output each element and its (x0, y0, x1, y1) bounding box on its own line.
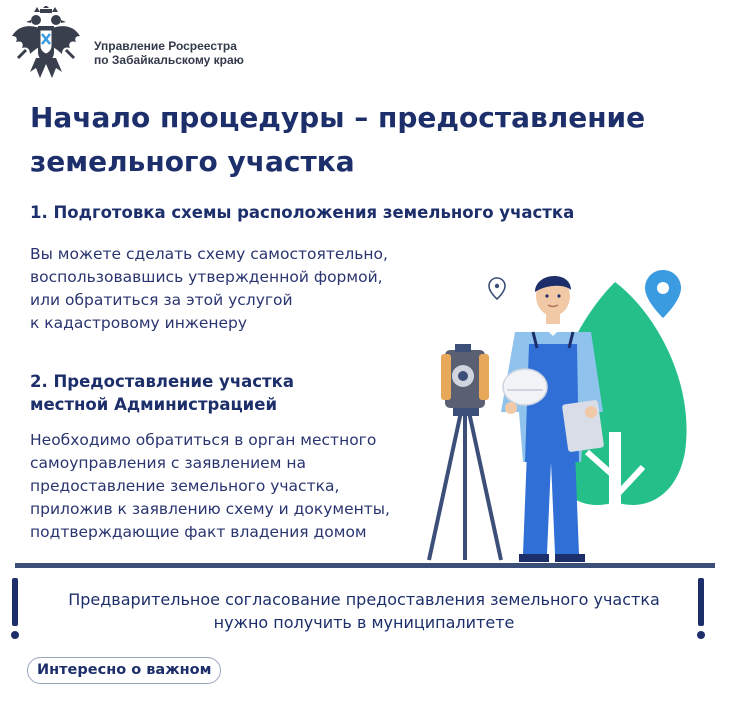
section2-line: подтверждающие факт владения домом (30, 523, 367, 541)
rubric-tag: Интересно о важном (27, 657, 221, 684)
title-line1: Начало процедуры – предоставление (30, 101, 646, 134)
section2-line: самоуправления с заявлением на (30, 454, 306, 472)
exclamation-icon (11, 578, 19, 642)
organization-name (94, 39, 244, 67)
section2-heading (30, 370, 350, 416)
title-line2: земельного участка (30, 145, 355, 178)
surveyor-illustration (415, 262, 725, 572)
section2-line: приложив к заявлению схему и документы, (30, 500, 390, 518)
location-pin-outline-icon (489, 278, 505, 299)
notice-line1: Предварительное согласование предоставления земельного участка (68, 590, 660, 609)
notice-line2: нужно получить в муниципалитете (213, 613, 515, 632)
location-pin-icon (645, 270, 681, 318)
section1-heading: 1. Подготовка схемы расположения земельного участка (30, 203, 575, 222)
page-title (30, 96, 670, 184)
notice-text (28, 588, 700, 634)
section1-line: или обратиться за этой услугой (30, 291, 293, 309)
ground-line (15, 563, 715, 568)
section2-heading-line2: местной Администрацией (30, 395, 278, 414)
section2-heading-line1: 2. Предоставление участка (30, 372, 294, 391)
section1-line: к кадастровому инженеру (30, 314, 248, 332)
section1-line: Вы можете сделать схему самостоятельно, (30, 245, 388, 263)
section1-line: воспользовавшись утвержденной формой, (30, 268, 383, 286)
section2-line: Необходимо обратиться в орган местного (30, 431, 377, 449)
org-name-line1: Управление Росреестра (94, 39, 237, 53)
eagle-emblem-icon (10, 6, 82, 84)
section2-line: предоставление земельного участка, (30, 477, 340, 495)
section2-body (30, 429, 420, 544)
theodolite-on-tripod (429, 344, 501, 560)
org-name-line2: по Забайкальскому краю (94, 53, 244, 67)
section1-body (30, 243, 430, 335)
